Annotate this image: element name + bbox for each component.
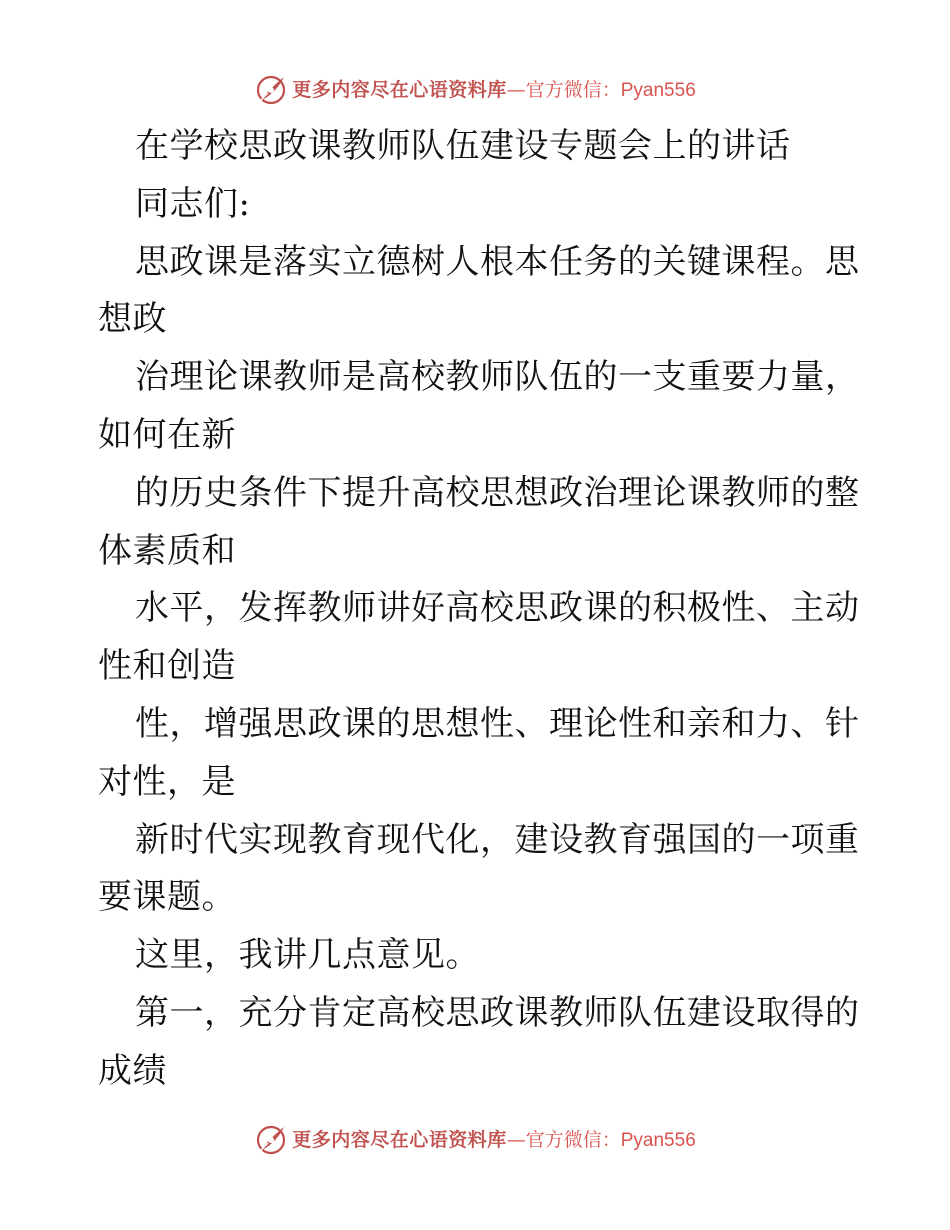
watermark-brand: 更多内容尽在心语资料库 [292, 78, 507, 101]
paragraph-line: 的历史条件下提升高校思想政治理论课教师的整 [135, 472, 860, 513]
paragraph-line: 想政 [98, 299, 167, 340]
document-body [98, 118, 858, 1101]
paragraph-line: 对性，是 [98, 761, 236, 802]
watermark-separator: —官方微信： [506, 1128, 621, 1151]
section-heading-continued: 成绩 [98, 1050, 167, 1091]
watermark-wechat-id: Pyan556 [620, 79, 696, 101]
header-watermark [0, 70, 950, 110]
document-title: 在学校思政课教师队伍建设专题会上的讲话 [135, 126, 791, 166]
paragraph-line: 如何在新 [98, 414, 236, 455]
paragraph-line: 思政课是落实立德树人根本任务的关键课程。思 [135, 241, 860, 282]
watermark-brand: 更多内容尽在心语资料库 [292, 1128, 507, 1151]
watermark-separator: —官方微信： [506, 78, 621, 101]
paragraph-line: 这里，我讲几点意见。 [135, 935, 480, 976]
paragraph-line: 性和创造 [98, 646, 236, 687]
paragraph-line: 体素质和 [98, 530, 236, 571]
salutation: 同志们: [135, 183, 251, 224]
section-heading: 第一，充分肯定高校思政课教师队伍建设取得的 [135, 992, 860, 1033]
paragraph-line: 要课题。 [98, 877, 236, 918]
watermark-wechat-id: Pyan556 [620, 1129, 696, 1151]
quill-pen-logo-icon [254, 1123, 288, 1157]
quill-pen-logo-icon [254, 73, 288, 107]
paragraph-line: 水平，发挥教师讲好高校思政课的积极性、主动 [135, 588, 860, 629]
footer-watermark [0, 1120, 950, 1160]
paragraph-line: 新时代实现教育现代化，建设教育强国的一项重 [135, 819, 860, 860]
paragraph-line: 治理论课教师是高校教师队伍的一支重要力量， [135, 357, 860, 398]
paragraph-line: 性，增强思政课的思想性、理论性和亲和力、针 [135, 703, 860, 744]
